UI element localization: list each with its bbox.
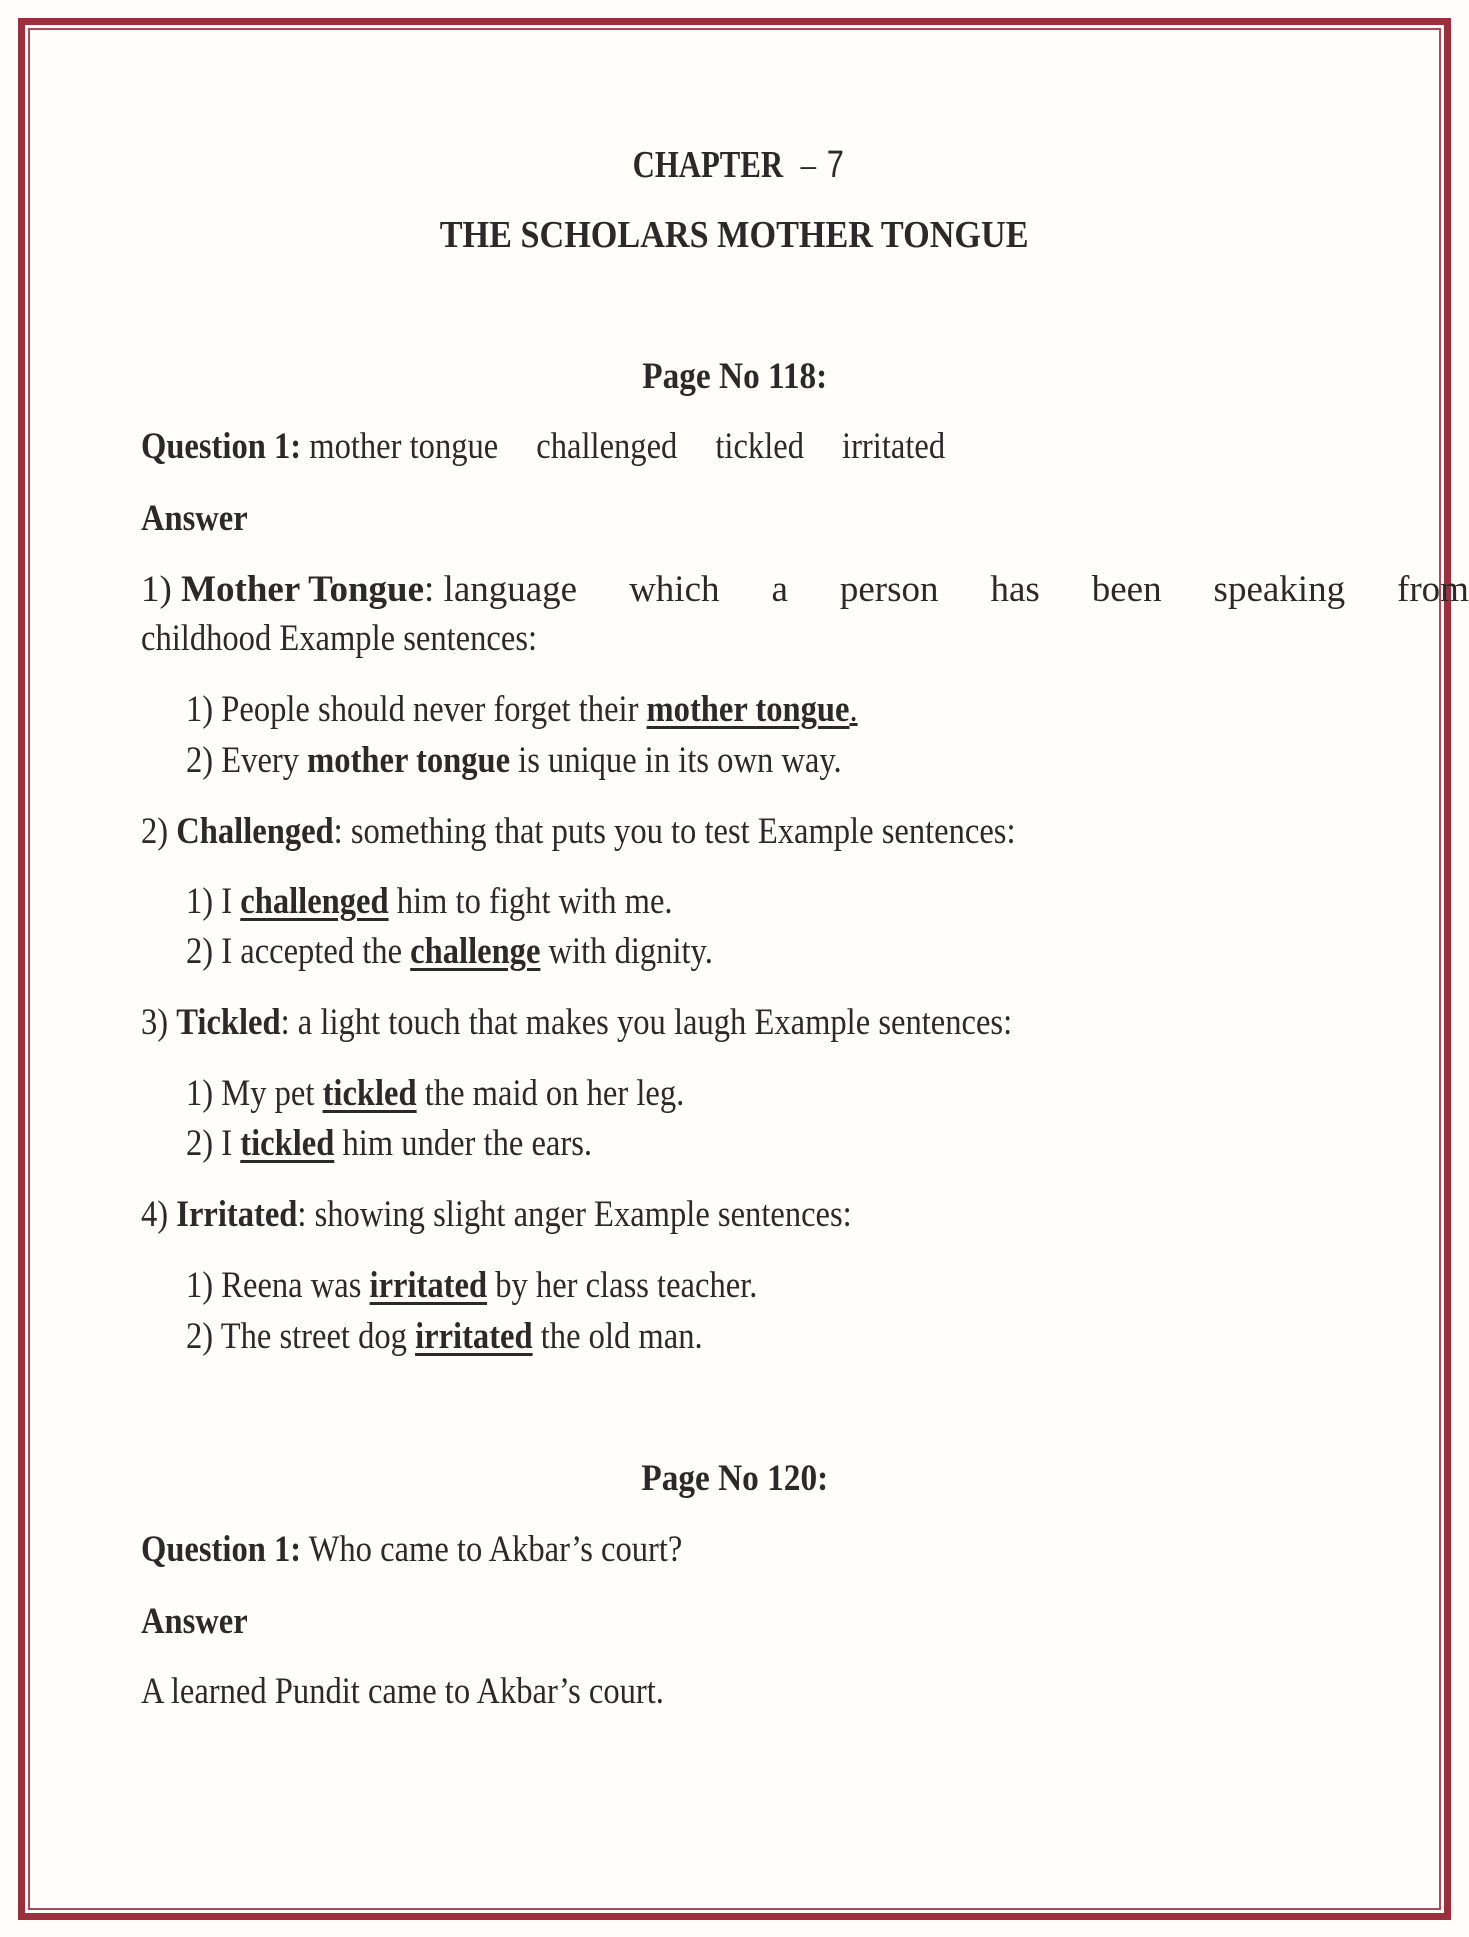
question-text: Who came to Akbar’s court? [301,1529,683,1570]
chapter-title: THE SCHOLARS MOTHER TONGUE [440,214,1029,256]
definition-irritated: 4) Irritated: showing slight anger Example sentences: [141,1194,852,1235]
question-label: Question 1: [141,426,302,467]
question-word: mother tongue [309,426,499,467]
highlighted-word: tickled [322,1073,417,1114]
definition-challenged: 2) Challenged: something that puts you to test Example sentences: [141,811,1016,852]
highlighted-word: mother tongue [307,740,511,781]
definition-term: Mother Tongue [181,569,425,610]
definition-continuation: childhood Example sentences: [141,618,538,659]
page-heading-118: Page No 118: [642,356,827,397]
page-heading-120: Page No 120: [641,1458,828,1499]
chapter-dash: – [800,144,817,186]
answer-label: Answer [141,1601,248,1642]
example-sentence: 1) People should never forget their mother tongue. [186,689,858,730]
highlighted-word: challenged [240,881,389,922]
example-sentence: 1) I challenged him to fight with me. [186,881,673,922]
highlighted-word: mother tongue [646,689,850,730]
example-sentence: 1) Reena was irritated by her class teacher. [186,1265,758,1306]
definition-term: Challenged [176,811,334,852]
example-sentence: 2) Every mother tongue is unique in its own way. [186,740,842,781]
definition-tickled: 3) Tickled: a light touch that makes you laugh Example sentences: [141,1002,1013,1043]
example-sentence: 1) My pet tickled the maid on her leg. [186,1073,685,1114]
highlighted-word: irritated [369,1265,488,1306]
chapter-label: CHAPTER [632,144,784,186]
highlighted-word: tickled [240,1123,335,1164]
example-sentence: 2) The street dog irritated the old man. [186,1316,703,1357]
definition-term: Irritated [176,1194,298,1235]
example-sentence: 2) I tickled him under the ears. [186,1123,593,1164]
chapter-number: 7 [826,144,844,186]
answer-label: Answer [141,498,248,539]
definition-mother-tongue: 1) Mother Tongue: language which a person has been speaking from [141,569,1469,610]
definition-term: Tickled [176,1002,281,1043]
chapter-heading [0,143,1469,188]
example-sentence: 2) I accepted the challenge with dignity. [186,931,713,972]
question-1-page-118 [141,425,945,469]
answer-text: A learned Pundit came to Akbar’s court. [141,1671,664,1712]
question-label: Question 1: [141,1529,302,1570]
highlighted-word: challenge [410,931,541,972]
question-word: tickled [715,426,804,467]
question-1-page-120 [141,1528,682,1572]
question-word: challenged [536,426,678,467]
question-word: irritated [842,426,946,467]
highlighted-word: irritated [415,1316,533,1357]
